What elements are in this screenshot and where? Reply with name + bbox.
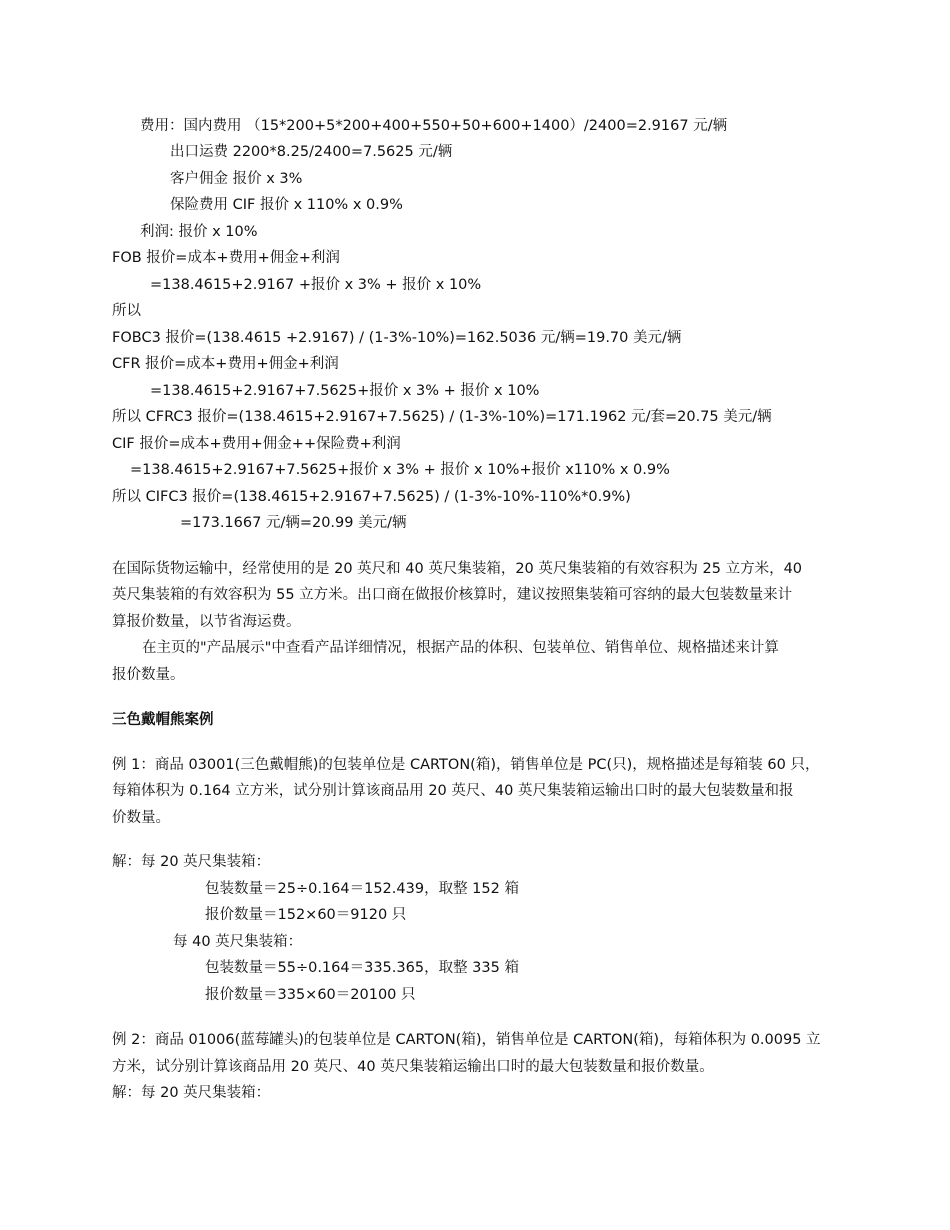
solution-40ft-label: 每 40 英尺集装箱： (173, 934, 303, 950)
paragraph-line: 在国际货物运输中，经常使用的是 20 英尺和 40 英尺集装箱，20 英尺集装箱的有效容积为 25 立方米，40 (112, 561, 803, 577)
example-2-line: 例 2：商品 01006(蓝莓罐头)的包装单位是 CARTON(箱)，销售单位是 CARTON(箱)，每箱体积为 0.0095 立 (112, 1032, 821, 1048)
example-2-line: 方米，试分别计算该商品用 20 英尺、40 英尺集装箱运输出口时的最大包装数量和报价数量。 (112, 1059, 714, 1075)
cost-freight-line: 出口运费 2200*8.25/2400=7.5625 元/辆 (170, 144, 453, 160)
paragraph-line: 报价数量。 (112, 667, 185, 683)
therefore-line: 所以 (112, 303, 141, 319)
quote-qty-20ft: 报价数量＝152×60＝9120 只 (205, 907, 407, 923)
packing-qty-40ft: 包装数量＝55÷0.164＝335.365，取整 335 箱 (205, 960, 519, 976)
cfr-expansion-line: =138.4615+2.9167+7.5625+报价 x 3% + 报价 x 10% (150, 383, 540, 399)
paragraph-line: 算报价数量，以节省海运费。 (112, 614, 301, 630)
cost-commission-line: 客户佣金 报价 x 3% (170, 171, 303, 187)
fob-expansion-line: =138.4615+2.9167 +报价 x 3% + 报价 x 10% (150, 277, 482, 293)
paragraph-line: 英尺集装箱的有效容积为 55 立方米。出口商在做报价核算时，建议按照集装箱可容纳的最大包装数量来计 (112, 587, 793, 603)
section-heading: 三色戴帽熊案例 (112, 712, 214, 728)
example-1-line: 每箱体积为 0.164 立方米，试分别计算该商品用 20 英尺、40 英尺集装箱运输出口时的最大包装数量和报 (112, 783, 794, 799)
cif-formula-line: CIF 报价=成本+费用+佣金++保险费+利润 (112, 436, 401, 452)
example-1-line: 价数量。 (112, 810, 170, 826)
cost-insurance-line: 保险费用 CIF 报价 x 110% x 0.9% (170, 197, 403, 213)
packing-qty-20ft: 包装数量＝25÷0.164＝152.439，取整 152 箱 (205, 881, 519, 897)
cfr-formula-line: CFR 报价=成本+费用+佣金+利润 (112, 356, 339, 372)
profit-line: 利润: 报价 x 10% (140, 224, 258, 240)
fobc3-result-line: FOBC3 报价=(138.4615 +2.9167) / (1-3%-10%)=162.5036 元/辆=19.70 美元/辆 (112, 330, 682, 346)
fob-formula-line: FOB 报价=成本+费用+佣金+利润 (112, 250, 340, 266)
cif-expansion-line: =138.4615+2.9167+7.5625+报价 x 3% + 报价 x 10%+报价 x110% x 0.9% (130, 462, 670, 478)
quote-qty-40ft: 报价数量＝335×60＝20100 只 (205, 987, 416, 1003)
cost-domestic-line: 费用：国内费用 （15*200+5*200+400+550+50+600+1400）/2400=2.9167 元/辆 (140, 118, 728, 134)
cifc3-formula-line: 所以 CIFC3 报价=(138.4615+2.9167+7.5625) / (1-3%-10%-110%*0.9%) (112, 489, 631, 505)
cifc3-result-line: =173.1667 元/辆=20.99 美元/辆 (180, 515, 407, 531)
example-2-solution-label: 解：每 20 英尺集装箱： (112, 1085, 271, 1101)
paragraph-line: 在主页的"产品展示"中查看产品详细情况，根据产品的体积、包装单位、销售单位、规格描述来计算 (142, 640, 779, 656)
cfrc3-result-line: 所以 CFRC3 报价=(138.4615+2.9167+7.5625) / (1-3%-10%)=171.1962 元/套=20.75 美元/辆 (112, 409, 772, 425)
example-1-line: 例 1：商品 03001(三色戴帽熊)的包装单位是 CARTON(箱)，销售单位是 PC(只)，规格描述是每箱装 60 只， (112, 757, 820, 773)
solution-20ft-label: 解：每 20 英尺集装箱： (112, 854, 271, 870)
